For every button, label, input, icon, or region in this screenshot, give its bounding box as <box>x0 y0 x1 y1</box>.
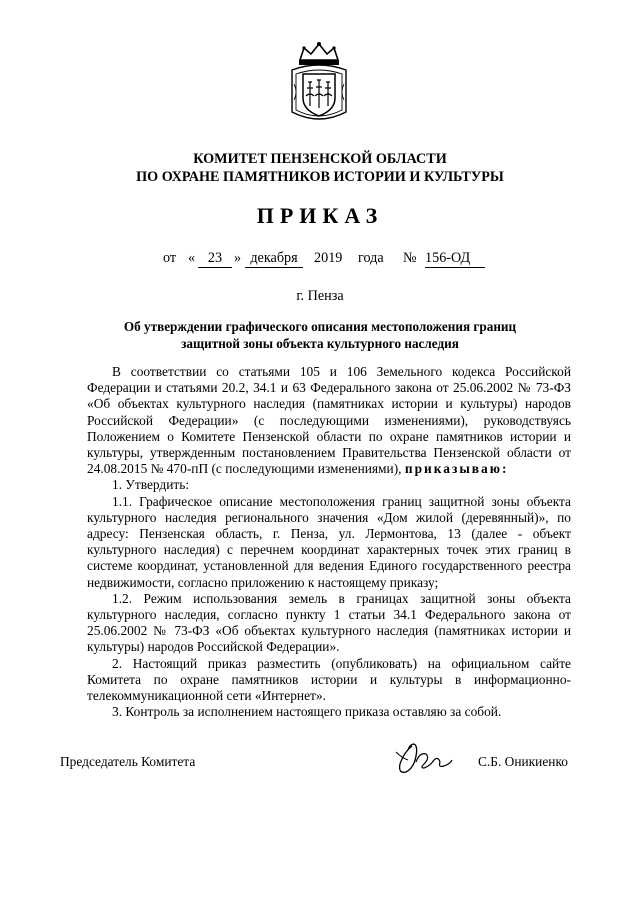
document-subject <box>0 318 640 352</box>
item-1-2: 1.2. Режим использования земель в границах защитной зоны объекта культурного наследия, согласно пункту 1 статьи 34.1 Федерального закона от 25.06.2002 № 73-ФЗ «Об объектах культурного наследия (памятниках истории и культуры) народов Российской Федерации». <box>87 590 571 655</box>
item-1-1: 1.1. Графическое описание местоположения границ защитной зоны объекта культурного наследия регионального значения «Дом жилой (деревянный)», по адресу: Пензенская область, г. Пенза, ул. Лермонтова, 13 (далее - объект культурного наследия) с перечнем координат характерных точек этих границ в системе координат, установленной для ведения Единого государственного реестра недвижимости, согласно приложению к настоящему приказу; <box>87 493 571 590</box>
date-day: 23 <box>198 249 232 268</box>
item-3: 3. Контроль за исполнением настоящего приказа оставляю за собой. <box>112 704 502 720</box>
date-year-label: года <box>358 250 384 266</box>
committee-name <box>0 150 640 186</box>
city-name: г. Пенза <box>296 288 344 304</box>
preamble-paragraph <box>87 364 571 477</box>
date-open-quote: « <box>188 250 196 266</box>
item-2: 2. Настоящий приказ разместить (опубликовать) на официальном сайте Комитета по охране памятников истории и культуры в информационно-телекоммуникационной сети «Интернет». <box>87 655 571 704</box>
committee-line-2: ПО ОХРАНЕ ПАМЯТНИКОВ ИСТОРИИ И КУЛЬТУРЫ <box>136 169 504 185</box>
document-type-title: ПРИКАЗ <box>256 203 384 228</box>
item-1: 1. Утвердить: <box>112 477 190 493</box>
handwritten-signature-icon <box>394 738 456 778</box>
order-word: приказываю: <box>404 461 509 477</box>
date-from-label: от <box>163 250 177 266</box>
subject-line-1: Об утверждении графического описания местоположения границ <box>123 319 517 334</box>
preamble-text: В соответствии со статьями 105 и 106 Земельного кодекса Российской Федерации и статьями 20.2, 34.1 и 63 Федерального закона от 25.06.2002 № 73-ФЗ «Об объектах культурного наследия (памятниках истории и культуры) народов Российской Федерации» (с последующими изменениями), руководствуясь Положением о Комитете Пензенской области по охране памятников истории и культуры, утвержденным постановлением Правительства Пензенской области от 24.08.2015 № 470-пП (с последующими изменениями), <box>87 364 571 477</box>
signatory-title: Председатель Комитета <box>60 754 196 769</box>
signatory-name: С.Б. Оникиенко <box>478 754 568 769</box>
coat-of-arms-icon <box>284 40 354 128</box>
document-body <box>87 364 571 720</box>
committee-line-1: КОМИТЕТ ПЕНЗЕНСКОЙ ОБЛАСТИ <box>193 151 447 167</box>
subject-line-2: защитной зоны объекта культурного наследия <box>181 336 459 351</box>
date-close-quote: » <box>234 250 242 266</box>
date-number-line <box>0 249 640 269</box>
date-year: 2019 <box>314 250 343 266</box>
number-sign: № <box>403 250 417 266</box>
date-month: декабря <box>245 249 303 268</box>
document-number: 156-ОД <box>425 249 485 268</box>
